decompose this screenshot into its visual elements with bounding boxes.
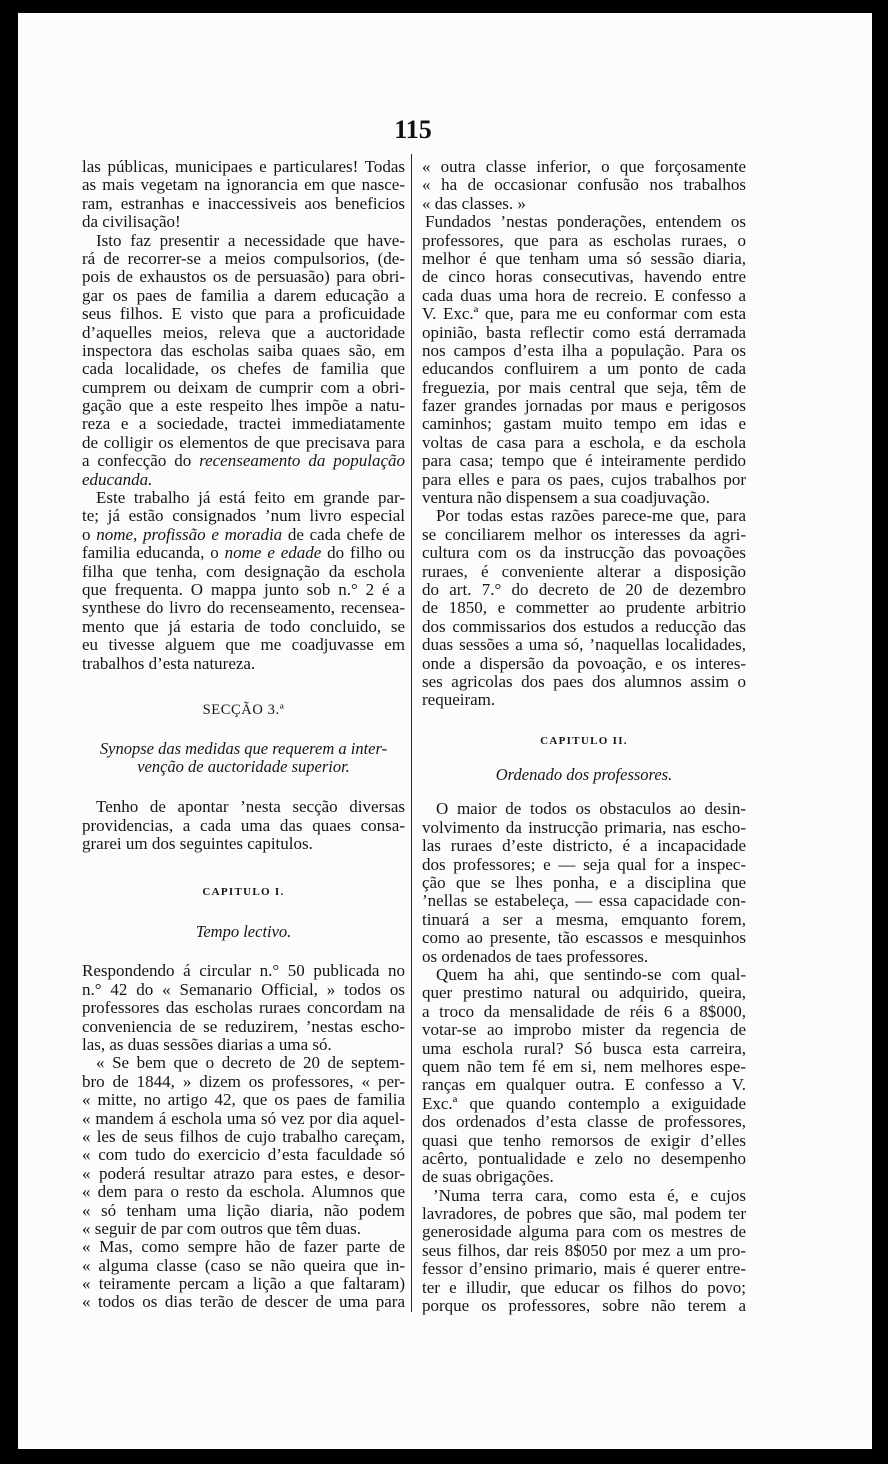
text-line: quem não tem fé em si, nem melhores espe- <box>422 1056 746 1076</box>
section-heading <box>82 701 405 719</box>
text-line: Tenho de apontar ’nesta secção diversas <box>96 797 405 817</box>
text-line <box>82 471 405 489</box>
text-line: cada localidade, os chefes de familia que <box>82 359 405 379</box>
text-span: de cada chefe de <box>282 524 405 544</box>
text-line: tinuará a ser a mesma, emquanto forem, <box>422 909 746 929</box>
paragraph <box>422 507 746 709</box>
text-line: n.° 42 do « Semanario Official, » todos os <box>82 979 405 999</box>
chapter-heading <box>422 732 746 750</box>
text-line: synthese do livro do recenseamento, recensea- <box>82 598 405 618</box>
text-line <box>82 452 405 470</box>
text-line: SECÇÃO 3.ª <box>202 701 285 718</box>
text-line: para elles e para os paes, cujos trabalhos por <box>422 469 746 489</box>
text-line: « les de seus filhos de cujo trabalho careçam, <box>82 1126 405 1146</box>
text-line: gação que a este respeito lhes impõe a natu- <box>82 396 405 416</box>
text-line: cumprem ou deixam de cumprir com a obri- <box>82 377 405 397</box>
text-line: educandos confluirem a um ponto de cada <box>422 359 746 379</box>
text-line: ruraes, é conveniente alterar a disposição <box>422 561 746 581</box>
text-line: lavradores, de pobres que são, mal podem ter <box>422 1204 746 1224</box>
text-line: ses agricolas dos paes dos alumnos assim o <box>422 671 746 691</box>
text-line: seus filhos, dar reis 8$050 por mez a um pro- <box>422 1240 746 1260</box>
chapter-title <box>422 766 746 784</box>
text-line: filha que tenha, com designação da eschola <box>82 561 405 581</box>
paragraph <box>82 1238 405 1312</box>
text-line: « com tudo do exercicio d’esta faculdade só <box>82 1145 405 1165</box>
emphasis-text: nome e edade <box>224 543 322 563</box>
text-line: seus filhos. E visto que para a proficuidade <box>82 304 405 324</box>
text-line: votar-se ao improbo mister da regencia de <box>422 1020 746 1040</box>
column-divider <box>411 154 412 1312</box>
text-line: cada duas uma hora de recreio. E confesso a <box>422 285 746 305</box>
text-line: « dem para o resto da eschola. Alumnos que <box>82 1182 405 1202</box>
text-span: a confecção do <box>82 451 200 471</box>
paragraph <box>82 489 405 673</box>
text-line: dos ordenados d’esta classe de professores, <box>422 1112 746 1132</box>
text-line: « outra classe inferior, o que forçosamente <box>422 157 746 176</box>
text-line <box>82 526 405 544</box>
emphasis-text: recenseamento da população <box>199 451 405 471</box>
text-line: de cinco horas consecutivas, havendo entre <box>422 267 746 287</box>
text-line: « todos os dias terão de descer de uma para <box>82 1292 405 1312</box>
text-line: de suas obrigações. <box>422 1167 554 1187</box>
text-line: de colligir os elementos de que precisava para <box>82 432 405 452</box>
text-line: « Se bem que o decreto de 20 de septem- <box>96 1053 405 1073</box>
text-line: d’aquelles meios, releva que a auctoridade <box>82 322 405 342</box>
text-line: fazer grandes jornadas por maus e perigosos <box>422 396 746 416</box>
text-line: de 1850, e commetter ao prudente arbitrio <box>422 598 746 618</box>
text-line: ’Numa terra cara, como esta é, e cujos <box>433 1185 746 1205</box>
text-line: « das classes. » <box>422 193 526 213</box>
text-line: « só tenham uma lição diaria, não podem <box>82 1200 405 1220</box>
text-line: onde a dispersão da povoação, e os interes- <box>422 653 746 673</box>
text-line: requeiram. <box>422 690 496 710</box>
text-line: dos commissarios dos estudos a reducção das <box>422 616 746 636</box>
text-line: « mitte, no artigo 42, que os paes de familia <box>82 1090 405 1110</box>
paragraph <box>82 798 405 853</box>
paragraph <box>422 966 746 1187</box>
text-line: Synopse das medidas que requerem a inter- <box>99 738 388 758</box>
text-line: conveniencia de se reduzirem, ’nestas escho- <box>82 1016 405 1036</box>
text-line: fessor d’ensino primario, mais é querer entre- <box>422 1259 746 1279</box>
emphasis-text: educanda. <box>82 469 153 489</box>
text-line: Exc.ª que quando contemplo a exiguidade <box>422 1093 746 1113</box>
text-line: Isto faz presentir a necessidade que have- <box>96 230 405 250</box>
text-line: ranças em qualquer outra. E confesso a V. <box>422 1075 746 1095</box>
text-span: o <box>82 524 97 544</box>
text-line: « ha de occasionar confusão nos trabalhos <box>422 175 746 195</box>
text-line: O maior de todos os obstaculos ao desin- <box>436 799 746 819</box>
text-span: do filho ou <box>321 543 406 563</box>
text-line: cultura com os da instrucção das povoações <box>422 543 746 563</box>
text-line: « teiramente percam a lição a que faltaram) <box>82 1274 405 1294</box>
text-line: generosidade alguma para com os mestres de <box>422 1222 746 1242</box>
text-line: « mandem á eschola uma só vez por dia aquel- <box>82 1108 405 1128</box>
right-column <box>422 158 746 1315</box>
text-line: « seguir de par com outros que têm duas. <box>82 1218 362 1238</box>
text-line: Fundados ’nestas ponderações, entendem os <box>425 212 746 232</box>
text-line: se conciliarem melhor os interesses da agri- <box>422 524 746 544</box>
text-line: las ruraes d’este districto, é a incapacidade <box>422 836 746 856</box>
text-line: para casa; tempo que é inteiramente perdido <box>422 451 746 471</box>
text-line: ção que se lhes ponha, e a disciplina que <box>422 873 746 893</box>
text-line: dos professores; e — seja qual for a inspec- <box>422 854 746 874</box>
text-line: ’nellas se estabeleça, — essa capacidade con- <box>422 891 746 911</box>
text-line: opinião, basta reflectir como está derramada <box>422 322 746 342</box>
text-line: quasi que tenho remorsos de exigir d’elles <box>422 1130 746 1150</box>
text-line: a troco da mensalidade de réis 6 a 8$000, <box>422 1001 746 1021</box>
text-line: Ordenado dos professores. <box>495 764 673 784</box>
text-line: providencias, a cada uma das quaes consa- <box>82 815 405 835</box>
text-line: Tempo lectivo. <box>195 922 292 942</box>
text-line: ram, estranhas e inaccessiveis aos beneficios <box>82 193 405 213</box>
text-line: « alguma classe (caso se não queira que in- <box>82 1255 405 1275</box>
text-line: caminhos; gastam muito tempo em idas e <box>422 414 746 434</box>
text-line: reza e a sociedade, tractei immediatamente <box>82 414 405 434</box>
text-line: freguezia, por mais central que seja, têm de <box>422 377 746 397</box>
text-line: V. Exc.ª que, para me eu conformar com esta <box>422 304 746 324</box>
text-line: CAPITULO II. <box>540 734 628 747</box>
text-line: pois de exhaustos os de persuasão) para obri- <box>82 267 405 287</box>
text-line: quer prestimo natural ou adquirido, queira, <box>422 983 746 1003</box>
text-line: ter e illudir, que educar os filhos do povo; <box>422 1277 746 1297</box>
paragraph <box>82 158 405 232</box>
text-line: CAPITULO I. <box>202 886 285 899</box>
text-line: venção de auctoridade superior. <box>137 756 350 776</box>
paragraph <box>82 962 405 1054</box>
paragraph <box>82 232 405 489</box>
text-line: las públicas, municipaes e particulares! Todas <box>82 157 405 176</box>
paragraph <box>422 213 746 507</box>
text-line: volvimento da instrucção primaria, nas escho- <box>422 817 746 837</box>
text-line: nos campos d’esta ilha a população. Para os <box>422 340 746 360</box>
text-line: voltas de casa para a eschola, e da eschola <box>422 432 746 452</box>
text-line: mento que já estaria de todo concluido, se <box>82 616 405 636</box>
text-line: te; já estão consignados ’num livro especial <box>82 506 405 526</box>
text-line: trabalhos d’esta natureza. <box>82 653 256 673</box>
text-line: inspectora das escholas saiba quaes são, em <box>82 340 405 360</box>
text-span: familia educanda, o <box>82 543 225 563</box>
text-line: professores das escholas ruraes concordam na <box>82 998 405 1018</box>
text-line: porque os professores, sobre não terem a <box>422 1296 746 1316</box>
paragraph <box>422 800 746 966</box>
text-line: melhor é que tenham uma só sessão diaria, <box>422 248 746 268</box>
left-column <box>82 158 405 1312</box>
text-line: as mais vegetam na ignorancia em que nasce- <box>82 175 405 195</box>
section-synopsis <box>82 740 405 777</box>
text-line: Por todas estas razões parece-me que, para <box>436 506 746 526</box>
text-line: eu tivesse alguem que me coadjuvasse em <box>82 635 405 655</box>
text-line: professores, que para as escholas ruraes, o <box>422 230 746 250</box>
text-line: ventura não dispensem a sua coadjuvação. <box>422 488 710 508</box>
chapter-heading <box>82 883 405 901</box>
paragraph <box>422 158 746 213</box>
chapter-title <box>82 923 405 941</box>
text-line: Quem ha ahi, que sentindo-se com qual- <box>436 965 746 984</box>
page-number: 115 <box>394 115 432 144</box>
text-line: bro de 1844, » dizem os professores, « per- <box>82 1071 405 1091</box>
paragraph <box>82 1054 405 1238</box>
text-line: « Mas, como sempre hão de fazer parte de <box>82 1237 405 1257</box>
text-line: como ao presente, tão escassos e mesquinhos <box>422 928 746 948</box>
paragraph <box>422 1187 746 1316</box>
text-line <box>82 544 405 562</box>
text-line: « poderá resultar atrazo para estes, e desor- <box>82 1163 405 1183</box>
text-line: grarei um dos seguintes capitulos. <box>82 834 313 854</box>
text-line: da civilisação! <box>82 212 181 232</box>
text-line: os ordenados de taes professores. <box>422 946 649 966</box>
text-line: que frequenta. O mappa junto sob n.° 2 é a <box>82 579 405 599</box>
text-line: do art. 7.° do decreto de 20 de dezembro <box>422 579 746 599</box>
text-line: duas sessões a uma só, ’naquellas localidades, <box>422 635 746 655</box>
emphasis-text: nome, profissão e moradia <box>96 524 283 544</box>
text-line: rá de recorrer-se a meios compulsorios, (de- <box>82 248 405 268</box>
text-line: las, as duas sessões diarias a uma só. <box>82 1034 332 1054</box>
text-line: Este trabalho já está feito em grande par- <box>96 488 405 508</box>
text-line: acêrto, pontualidade e zelo no desempenho <box>422 1148 746 1168</box>
text-line: Respondendo á circular n.° 50 publicada no <box>82 961 405 981</box>
text-line: uma eschola rural? Só busca esta carreira, <box>422 1038 746 1058</box>
text-line: gar os paes de familia a darem educação a <box>82 285 405 305</box>
